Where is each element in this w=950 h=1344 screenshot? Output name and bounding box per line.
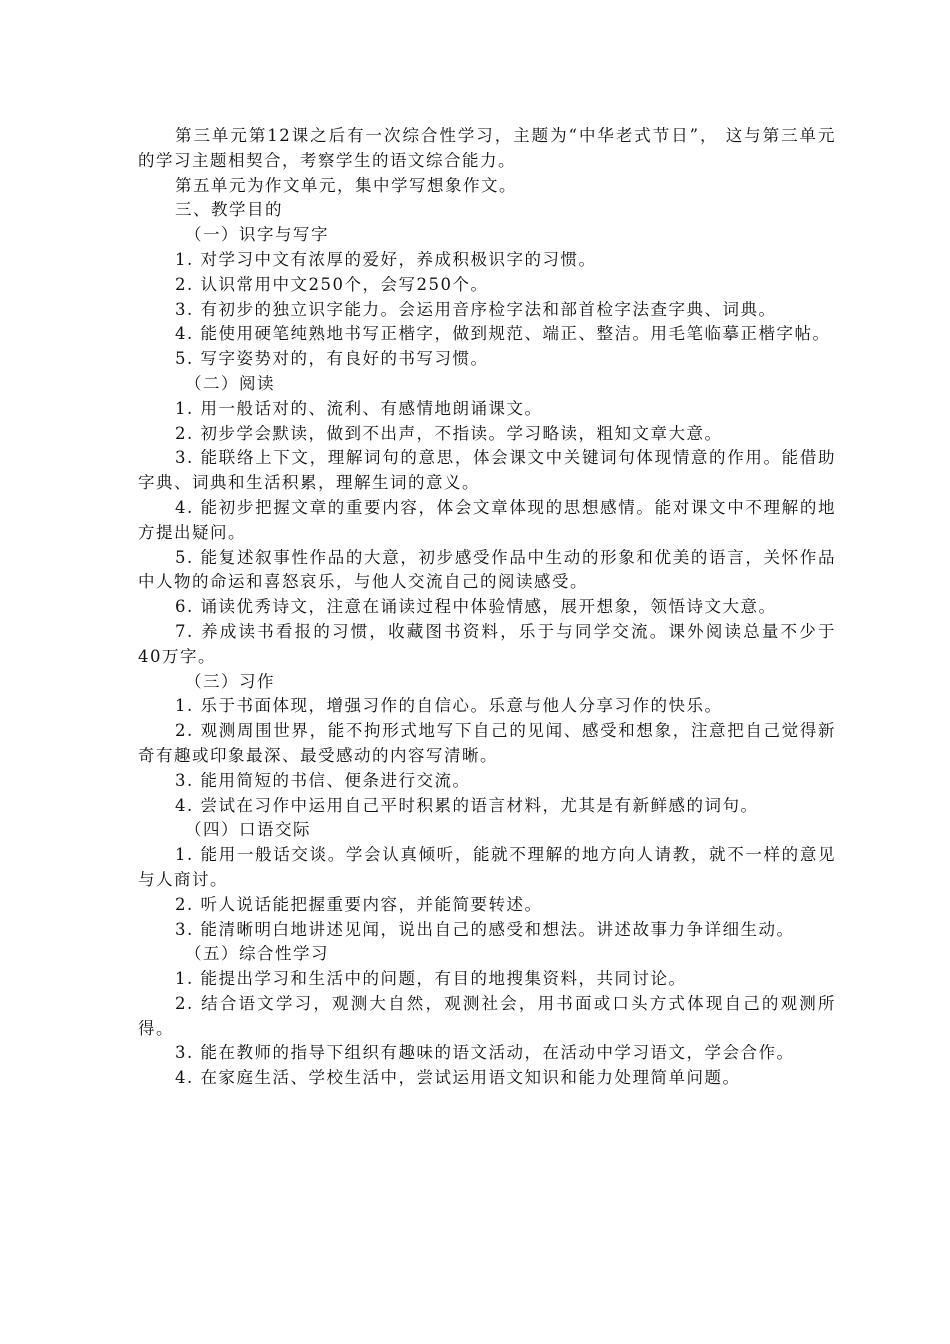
list-item: 2. 观测周围世界，能不拘形式地写下自己的见闻、感受和想象，注意把自己觉得新奇有趣或印象最深、最受感动的内容写清晰。 <box>138 721 836 765</box>
subsection-heading: （四）口语交际 <box>185 820 311 840</box>
list-item: 5. 能复述叙事性作品的大意，初步感受作品中生动的形象和优美的语言，关怀作品中人物的命运和喜怒哀乐，与他人交流自己的阅读感受。 <box>138 547 836 592</box>
subsection-heading: （一）识字与写字 <box>185 225 329 245</box>
list-item: 3. 能联络上下文，理解词句的意思，体会课文中关键词句体现情意的作用。能借助字典、词典和生活积累，理解生词的意义。 <box>138 448 836 493</box>
paragraph: 第三单元第12课之后有一次综合性学习，主题为“中华老式节日”， 这与第三单元的学习主题相契合，考察学生的语文综合能力。 <box>138 126 836 170</box>
subsection-heading: （二）阅读 <box>185 373 275 393</box>
list-item: 7. 养成读书看报的习惯，收藏图书资料，乐于与同学交流。课外阅读总量不少于40万字。 <box>138 621 836 666</box>
list-item: 2. 初步学会默读，做到不出声，不指读。学习略读，粗知文章大意。 <box>175 423 723 443</box>
list-item: 3. 能用简短的书信、便条进行交流。 <box>175 770 471 790</box>
list-item: 3. 有初步的独立识字能力。会运用音序检字法和部首检字法查字典、词典。 <box>175 299 777 319</box>
list-item: 3. 能在教师的指导下组织有趣味的语文活动，在活动中学习语文，学会合作。 <box>175 1043 795 1063</box>
subsection-heading: （三）习作 <box>185 671 275 691</box>
list-item: 1. 能提出学习和生活中的问题，有目的地搜集资料，共同讨论。 <box>175 969 687 989</box>
list-item: 6. 诵读优秀诗文，注意在诵读过程中体验情感，展开想象，领悟诗文大意。 <box>175 597 777 617</box>
list-item: 4. 能使用硬笔纯熟地书写正楷字，做到规范、端正、整洁。用毛笔临摹正楷字帖。 <box>175 324 831 344</box>
list-item: 1. 能用一般话交谈。学会认真倾听，能就不理解的地方向人请教，就不一样的意见与人商讨。 <box>138 845 836 889</box>
list-item: 2. 听人说话能把握重要内容，并能简要转述。 <box>175 894 543 914</box>
list-item: 4. 能初步把握文章的重要内容，体会文章体现的思想感情。能对课文中不理解的地方提出疑问。 <box>138 497 836 542</box>
list-item: 3. 能清晰明白地讲述见闻，说出自己的感受和想法。讲述故事力争详细生动。 <box>175 919 795 939</box>
document-body <box>138 124 836 1091</box>
list-item: 4. 在家庭生活、学校生活中，尝试运用语文知识和能力处理简单问题。 <box>175 1068 741 1088</box>
paragraph: 第五单元为作文单元，集中学写想象作文。 <box>175 175 517 195</box>
section-heading: 三、教学目的 <box>175 200 283 220</box>
list-item: 1. 对学习中文有浓厚的爱好，养成积极识字的习惯。 <box>175 249 597 269</box>
list-item: 4. 尝试在习作中运用自己平时积累的语言材料，尤其是有新鲜感的词句。 <box>175 795 759 815</box>
subsection-heading: （五）综合性学习 <box>185 944 329 964</box>
list-item: 1. 用一般话对的、流利、有感情地朗诵课文。 <box>175 398 543 418</box>
list-item: 1. 乐于书面体现，增强习作的自信心。乐意与他人分享习作的快乐。 <box>175 696 723 716</box>
list-item: 5. 写字姿势对的，有良好的书写习惯。 <box>175 349 489 369</box>
list-item: 2. 结合语文学习，观测大自然，观测社会，用书面或口头方式体现自己的观测所得。 <box>138 993 836 1038</box>
list-item: 2. 认识常用中文250个，会写250个。 <box>175 274 489 294</box>
